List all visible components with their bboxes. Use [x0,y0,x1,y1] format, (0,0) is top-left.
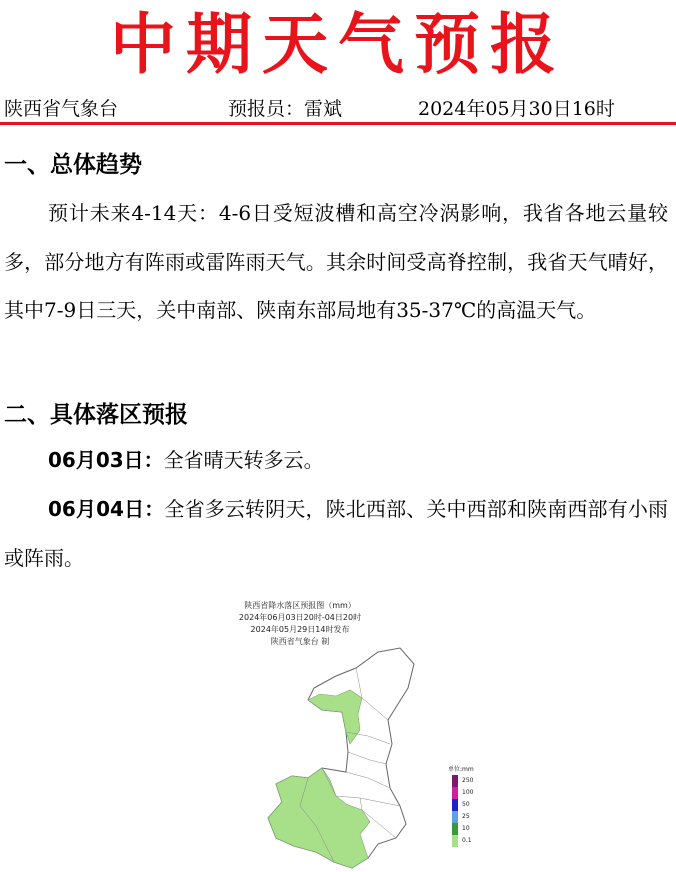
legend-label: 0.1 [462,837,472,844]
legend-label: 10 [462,825,470,832]
forecast-text: 全省晴天转多云。 [163,448,324,472]
precipitation-map [250,640,430,872]
map-title-line: 陕西省气象台 制 [270,637,330,646]
section-heading-detail: 二、具体落区预报 [4,402,188,428]
map-title-line: 2024年05月29日14时发布 [250,625,350,634]
map-legend [448,765,508,847]
legend-unit: 单位:mm [448,766,474,773]
legend-item [448,799,508,811]
legend-item [448,787,508,799]
light-rain-area-north [308,690,362,744]
header-divider [0,122,676,125]
legend-label: 25 [462,813,470,820]
overall-trend-paragraph: 预计未来4-14天：4-6日受短波槽和高空冷涡影响，我省各地云量较多，部分地方有阵雨或雷阵雨天气。其余时间受高脊控制，我省天气晴好，其中7-9日三天，关中南部、陕南东部局地有35-37℃的高温天气。 [4,201,668,322]
issuer-label: 陕西省气象台 [4,98,119,120]
legend-swatch [452,775,458,787]
section-heading-overall: 一、总体趋势 [4,152,142,178]
legend-item [448,775,508,787]
legend-swatch [452,811,458,823]
issue-info [0,96,676,122]
issue-datetime: 2024年05月30日16时 [418,98,615,120]
map-title-line: 陕西省降水落区预报图（mm） [244,601,356,610]
legend-item [448,811,508,823]
forecast-text: 全省多云转阴天，陕北西部、关中西部和陕南西部有小雨或阵雨。 [4,497,669,570]
forecast-day-0604 [4,485,668,582]
legend-swatch [452,799,458,811]
legend-swatch [452,835,458,847]
legend-swatch [452,787,458,799]
legend-label: 50 [462,801,470,808]
legend-item [448,823,508,835]
legend-swatch [452,823,458,835]
legend-label: 100 [462,789,474,796]
forecaster-label: 预报员：雷斌 [228,98,343,120]
legend-item [448,835,508,847]
forecast-date: 06月04日： [48,497,165,521]
forecast-day-0603 [4,436,668,485]
map-title-line: 2024年06月03日20时-04日20时 [238,613,362,622]
page-title: 中期天气预报 [110,6,566,83]
forecast-date: 06月03日： [48,448,164,472]
legend-label: 250 [462,777,474,784]
